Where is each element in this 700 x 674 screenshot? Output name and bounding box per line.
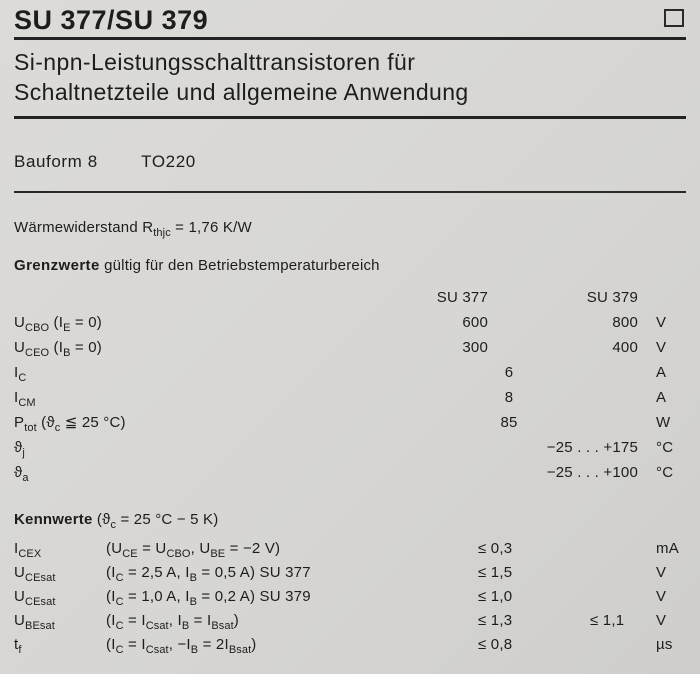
table-row bbox=[14, 410, 686, 435]
unit: °C bbox=[656, 439, 674, 456]
limit-value-2 bbox=[590, 585, 654, 609]
section-divider bbox=[14, 191, 686, 193]
param-symbol: $U_{CEsat}$ bbox=[14, 564, 56, 584]
value-su377: 600 bbox=[462, 314, 488, 331]
table-row bbox=[14, 335, 686, 360]
bauform-label: Bauform 8 bbox=[14, 152, 98, 171]
param-label: $ϑ_a$ bbox=[14, 464, 29, 484]
kennwerte-heading-bold: Kennwerte bbox=[14, 511, 93, 528]
title-divider bbox=[14, 37, 686, 40]
param-symbol: $U_{BEsat}$ bbox=[14, 612, 55, 632]
corner-marker-box bbox=[664, 9, 684, 27]
page-title: SU 377/SU 379 bbox=[14, 5, 209, 35]
test-condition: ($I_C = I_{Csat}$, $I_B = I_{Bsat}$) bbox=[106, 612, 239, 632]
param-label: $ϑ_j$ bbox=[14, 439, 25, 459]
limit-value-2: ≤ 1,1 bbox=[590, 612, 625, 629]
package-type: TO220 bbox=[141, 152, 196, 171]
kennwerte-table bbox=[14, 537, 686, 657]
subtitle-line-2: Schaltnetzteile und allgemeine Anwendung bbox=[14, 79, 469, 105]
table-row bbox=[14, 633, 686, 657]
unit: V bbox=[656, 564, 667, 581]
unit: V bbox=[656, 588, 667, 605]
limit-value-2 bbox=[590, 561, 654, 585]
unit: V bbox=[656, 339, 667, 356]
param-symbol: $t_f$ bbox=[14, 636, 22, 656]
thermal-resistance-line: Wärmewiderstand $R_{thjc} = 1,76$ K/W bbox=[14, 219, 252, 239]
param-symbol: $U_{CEsat}$ bbox=[14, 588, 56, 608]
grenzwerte-table bbox=[14, 285, 686, 485]
table-row bbox=[14, 310, 686, 335]
column-header-su377: SU 377 bbox=[436, 289, 488, 306]
limit-value-1: ≤ 1,3 bbox=[478, 612, 513, 629]
value-shared: 85 bbox=[500, 414, 518, 431]
table-row bbox=[14, 360, 686, 385]
limit-value-1: ≤ 1,5 bbox=[478, 564, 513, 581]
unit: V bbox=[656, 314, 667, 331]
param-label: $U_{CBO}$ $(I_E = 0)$ bbox=[14, 314, 102, 334]
table-row bbox=[14, 385, 686, 410]
test-condition: ($I_C = 2,5$ A, $I_B = 0,5$ A) SU 377 bbox=[106, 564, 311, 584]
value-su379: 400 bbox=[612, 339, 638, 356]
table-row bbox=[14, 460, 686, 485]
limit-value-1: ≤ 1,0 bbox=[478, 588, 513, 605]
value-su379: 800 bbox=[612, 314, 638, 331]
unit: V bbox=[656, 612, 667, 629]
param-symbol: $I_{CEX}$ bbox=[14, 540, 42, 560]
table-row bbox=[14, 561, 686, 585]
bauform-line bbox=[14, 151, 686, 173]
param-label: $P_{tot}$ ($ϑ_c$ ≦ 25 °C) bbox=[14, 414, 126, 434]
limit-value-2 bbox=[590, 633, 654, 657]
value-shared: 8 bbox=[504, 389, 514, 406]
limit-value-1: ≤ 0,3 bbox=[478, 540, 513, 557]
column-header-su379: SU 379 bbox=[586, 289, 638, 306]
subtitle-divider bbox=[14, 116, 686, 119]
column-header-row bbox=[14, 285, 686, 310]
unit: mA bbox=[656, 540, 679, 557]
grenzwerte-heading bbox=[14, 257, 686, 275]
param-label: $I_C$ bbox=[14, 364, 27, 384]
grenzwerte-heading-rest: gültig für den Betriebstemperaturbereich bbox=[99, 257, 380, 274]
unit: W bbox=[656, 414, 671, 431]
test-condition: ($I_C = 1,0$ A, $I_B = 0,2$ A) SU 379 bbox=[106, 588, 311, 608]
limit-value-2 bbox=[590, 537, 654, 561]
grenzwerte-heading-bold: Grenzwerte bbox=[14, 257, 100, 274]
unit: µs bbox=[656, 636, 673, 653]
value-su377: 300 bbox=[462, 339, 488, 356]
table-row bbox=[14, 609, 686, 633]
table-row bbox=[14, 537, 686, 561]
subtitle-line-1: Si-npn-Leistungsschalttransistoren für bbox=[14, 49, 416, 75]
header bbox=[14, 6, 686, 34]
value-range: −25 . . . +100 bbox=[546, 464, 638, 481]
kennwerte-heading-rest: ($ϑ_c = 25$ °C − 5 K) bbox=[92, 511, 219, 531]
unit: A bbox=[656, 364, 667, 381]
param-label: $U_{CEO}$ $(I_B = 0)$ bbox=[14, 339, 102, 359]
unit: °C bbox=[656, 464, 674, 481]
limit-value-1: ≤ 0,8 bbox=[478, 636, 513, 653]
value-shared: 6 bbox=[504, 364, 514, 381]
param-label: $I_{CM}$ bbox=[14, 389, 36, 409]
value-range: −25 . . . +175 bbox=[546, 439, 638, 456]
unit: A bbox=[656, 389, 667, 406]
subtitle bbox=[14, 47, 686, 107]
kennwerte-heading bbox=[14, 511, 686, 529]
test-condition: ($I_C = I_{Csat}$, $-I_B = 2I_{Bsat}$) bbox=[106, 636, 257, 656]
table-row bbox=[14, 585, 686, 609]
test-condition: ($U_{CE} = U_{CBO}$, $U_{BE} = -2$ V) bbox=[106, 540, 281, 560]
table-row bbox=[14, 435, 686, 460]
